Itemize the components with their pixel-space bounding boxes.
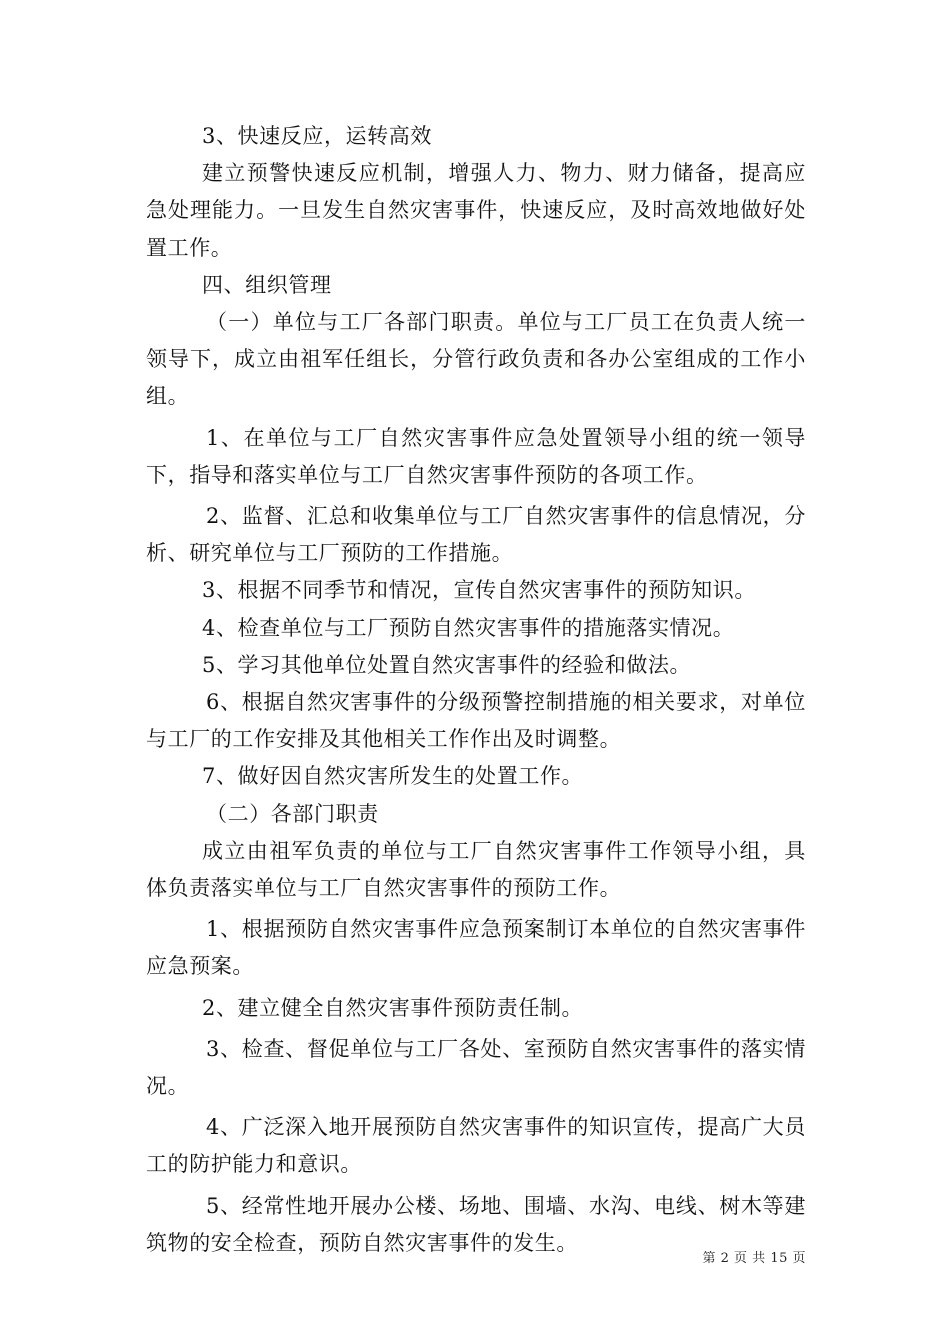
list-item-unit-4: 4、检查单位与工厂预防自然灾害事件的措施落实情况。 <box>202 615 735 640</box>
list-item-dept-4: 4、广泛深入地开展预防自然灾害事件的知识宣传，提高广大员工的防护能力和意识。 <box>146 1115 806 1177</box>
document-body <box>146 118 806 1262</box>
list-item-dept-5: 5、经常性地开展办公楼、场地、围墙、水沟、电线、树木等建筑物的安全检查，预防自然灾害事件的发生。 <box>146 1193 806 1255</box>
subheading-rapid-response: 3、快速反应，运转高效 <box>202 124 432 148</box>
list-item-unit-6: 6、根据自然灾害事件的分级预警控制措施的相关要求，对单位与工厂的工作安排及其他相关工作作出及时调整。 <box>146 690 806 752</box>
subsection-heading-department-duties: （二）各部门职责 <box>206 801 379 826</box>
list-item-unit-1: 1、在单位与工厂自然灾害事件应急处置领导小组的统一领导下，指导和落实单位与工厂自然灾害事件预防的各项工作。 <box>146 425 806 487</box>
list-item-unit-2: 2、监督、汇总和收集单位与工厂自然灾害事件的信息情况，分析、研究单位与工厂预防的工作措施。 <box>146 504 806 566</box>
list-item-unit-7: 7、做好因自然灾害所发生的处置工作。 <box>202 764 584 789</box>
paragraph-leading-group: 成立由祖军负责的单位与工厂自然灾害事件工作领导小组，具体负责落实单位与工厂自然灾害事件的预防工作。 <box>146 838 806 901</box>
list-item-dept-3: 3、检查、督促单位与工厂各处、室预防自然灾害事件的落实情况。 <box>146 1036 806 1099</box>
paragraph-early-warning: 建立预警快速反应机制，增强人力、物力、财力储备，提高应急处理能力。一旦发生自然灾害事件，快速反应，及时高效地做好处置工作。 <box>146 161 806 260</box>
page-number-footer: 第 2 页 共 15 页 <box>702 1251 806 1266</box>
section-heading-organization: 四、组织管理 <box>202 272 332 297</box>
list-item-dept-1: 1、根据预防自然灾害事件应急预案制订本单位的自然灾害事件应急预案。 <box>146 917 806 979</box>
list-item-unit-3: 3、根据不同季节和情况，宣传自然灾害事件的预防知识。 <box>202 578 756 603</box>
list-item-unit-5: 5、学习其他单位处置自然灾害事件的经验和做法。 <box>202 652 692 677</box>
subsection-heading-unit-duties: （一）单位与工厂各部门职责。单位与工厂员工在负责人统一领导下，成立由祖军任组长，分管行政负责和各办公室组成的工作小组。 <box>146 310 806 409</box>
list-item-dept-2: 2、建立健全自然灾害事件预防责任制。 <box>202 995 584 1020</box>
